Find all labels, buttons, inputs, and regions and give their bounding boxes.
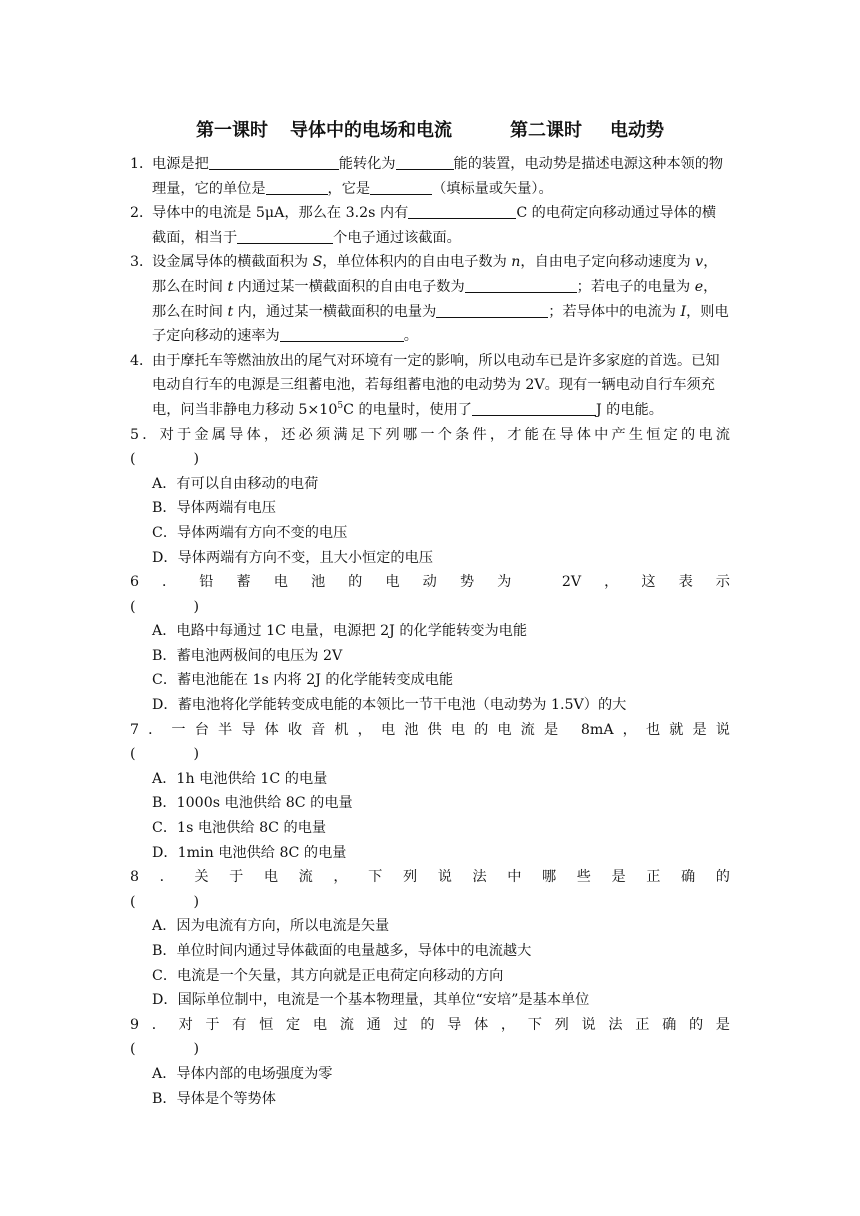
question-text: 导体中的电流是 5μA，那么在 3.2s 内有 [152, 205, 409, 222]
question-text: 能的装置，电动势是描述电源这种本领的物理量，它的单位是 [152, 156, 724, 197]
option-a: A．电路中每通过 1C 电量，电源把 2J 的化学能转变为电能 [152, 623, 528, 640]
question-1 [130, 152, 730, 201]
question-number: 1． [130, 156, 154, 172]
option-b: B．1000s 电池供给 8C 的电量 [152, 795, 353, 812]
question-text: ，它是 [327, 180, 371, 197]
question-2 [130, 201, 730, 250]
symbol-t: t [227, 303, 234, 320]
option-d: D．导体两端有方向不变，且大小恒定的电压 [152, 549, 433, 566]
question-text: ；若电子的电量为 [576, 278, 695, 295]
paren-left: ( [130, 451, 136, 468]
question-text: （填标量或矢量）。 [432, 180, 553, 197]
option-b: B．单位时间内通过导体截面的电量越多，导体中的电流越大 [152, 943, 532, 959]
question-number: 4． [130, 352, 154, 369]
paren-left: ( [130, 746, 136, 763]
option-a: A．因为电流有方向，所以电流是矢量 [152, 918, 390, 935]
answer-blank[interactable] [237, 228, 333, 244]
answer-blank[interactable] [465, 277, 577, 293]
answer-parentheses[interactable] [130, 447, 730, 472]
lesson1-label: 第一课时 [196, 120, 268, 141]
question-text: 个电子通过该截面。 [333, 229, 461, 246]
question-text: 能转化为 [338, 156, 396, 172]
paren-left: ( [130, 893, 136, 910]
question-text: 内通过某一横截面积的自由电子数为 [233, 278, 465, 295]
option-c: C．电流是一个矢量，其方向就是正电荷定向移动的方向 [152, 967, 504, 984]
symbol-t: t [227, 278, 234, 295]
option-d: D．蓄电池将化学能转变成电能的本领比一节干电池（电动势为 1.5V）的大 [152, 697, 627, 714]
question-text: ，那么在时间 [152, 278, 718, 320]
paren-right: ) [193, 598, 200, 615]
question-text: ，那么在时间 [152, 254, 718, 295]
question-4 [130, 349, 730, 423]
question-text: 由于摩托车等燃油放出的尾气对环境有一定的影响，所以电动车已是许多家庭的首选。已知电动自行车的电源是三组蓄电池，若每组蓄电池的电动势为 2V。现有一辆电动自行车须充电，问当非静电力移动 5×10 [152, 352, 720, 418]
question-number: 2． [130, 205, 154, 222]
question-stem: 9．对于有恒定电流通过的导体，下列说法正确的是 [130, 1016, 730, 1033]
question-stem: 6．铅蓄电池的电动势为 2V，这表示 [130, 574, 730, 591]
option-d: D．国际单位制中，电流是一个基本物理量，其单位“安培”是基本单位 [152, 992, 590, 1009]
page-title [0, 116, 860, 142]
question-stem: 8．关于电流，下列说法中哪些是正确的 [130, 869, 730, 886]
answer-blank[interactable] [209, 154, 339, 170]
question-8 [130, 865, 730, 1013]
question-text: ，自由电子定向移动速度为 [520, 254, 696, 271]
answer-blank[interactable] [266, 179, 328, 195]
option-a: A．有可以自由移动的电荷 [152, 475, 319, 492]
question-text: ；若导体中的电流为 [548, 303, 681, 320]
option-b: B．蓄电池两极间的电压为 2V [152, 647, 343, 664]
paren-right: ) [193, 1041, 200, 1058]
option-c: C．导体两端有方向不变的电压 [152, 524, 348, 541]
option-c: C．1s 电池供给 8C 的电量 [152, 820, 327, 837]
symbol-S: S [312, 254, 323, 271]
question-text: J 的电能。 [595, 401, 663, 418]
paren-left: ( [130, 1041, 136, 1058]
question-text: 电源是把 [152, 156, 209, 172]
lesson2-label: 第二课时 [510, 120, 582, 141]
symbol-e: e [694, 278, 704, 295]
question-3 [130, 250, 730, 348]
question-text: 内，通过某一横截面积的电量为 [233, 303, 437, 320]
lesson1-topic: 导体中的电场和电流 [290, 120, 452, 141]
option-a: A．1h 电池供给 1C 的电量 [152, 770, 328, 787]
question-stem: 5．对于金属导体，还必须满足下列哪一个条件，才能在导体中产生恒定的电流 [130, 426, 730, 443]
option-b: B．导体是个等势体 [152, 1090, 276, 1107]
answer-parentheses[interactable] [130, 1037, 730, 1062]
question-text: ，则电子定向移动的速率为 [152, 303, 729, 345]
option-c: C．蓄电池能在 1s 内将 2J 的化学能转变成电能 [152, 672, 454, 689]
paren-left: ( [130, 598, 136, 615]
answer-blank[interactable] [472, 400, 596, 416]
answer-blank[interactable] [408, 203, 516, 219]
question-5 [130, 423, 730, 571]
question-number: 3． [130, 254, 154, 271]
answer-parentheses[interactable] [130, 890, 730, 915]
question-stem: 7．一台半导体收音机，电池供电的电流是 8mA，也就是说 [130, 721, 730, 738]
exponent: 5 [337, 400, 344, 411]
answer-blank[interactable] [396, 154, 454, 170]
symbol-v: v [695, 254, 704, 271]
option-b: B．导体两端有电压 [152, 500, 276, 517]
answer-parentheses[interactable] [130, 742, 730, 767]
question-text: C 的电量时，使用了 [343, 401, 472, 418]
paren-right: ) [193, 746, 200, 763]
question-text: 设金属导体的横截面积为 [152, 254, 313, 271]
answer-blank[interactable] [436, 302, 548, 318]
paren-right: ) [193, 451, 200, 468]
option-d: D．1min 电池供给 8C 的电量 [152, 844, 347, 861]
lesson2-topic: 电动势 [610, 120, 664, 141]
symbol-I: I [680, 303, 687, 320]
answer-blank[interactable] [280, 326, 404, 342]
question-9 [130, 1013, 730, 1111]
question-text: C 的电荷定向移动通过导体的横截面，相当于 [152, 205, 717, 246]
symbol-n: n [511, 254, 521, 271]
answer-blank[interactable] [370, 179, 432, 195]
questions [130, 152, 730, 1111]
paren-right: ) [193, 893, 200, 910]
question-6 [130, 570, 730, 718]
question-7 [130, 718, 730, 866]
answer-parentheses[interactable] [130, 595, 730, 620]
question-text: 。 [403, 328, 418, 345]
option-a: A．导体内部的电场强度为零 [152, 1065, 333, 1082]
question-text: ，单位体积内的自由电子数为 [322, 254, 512, 271]
